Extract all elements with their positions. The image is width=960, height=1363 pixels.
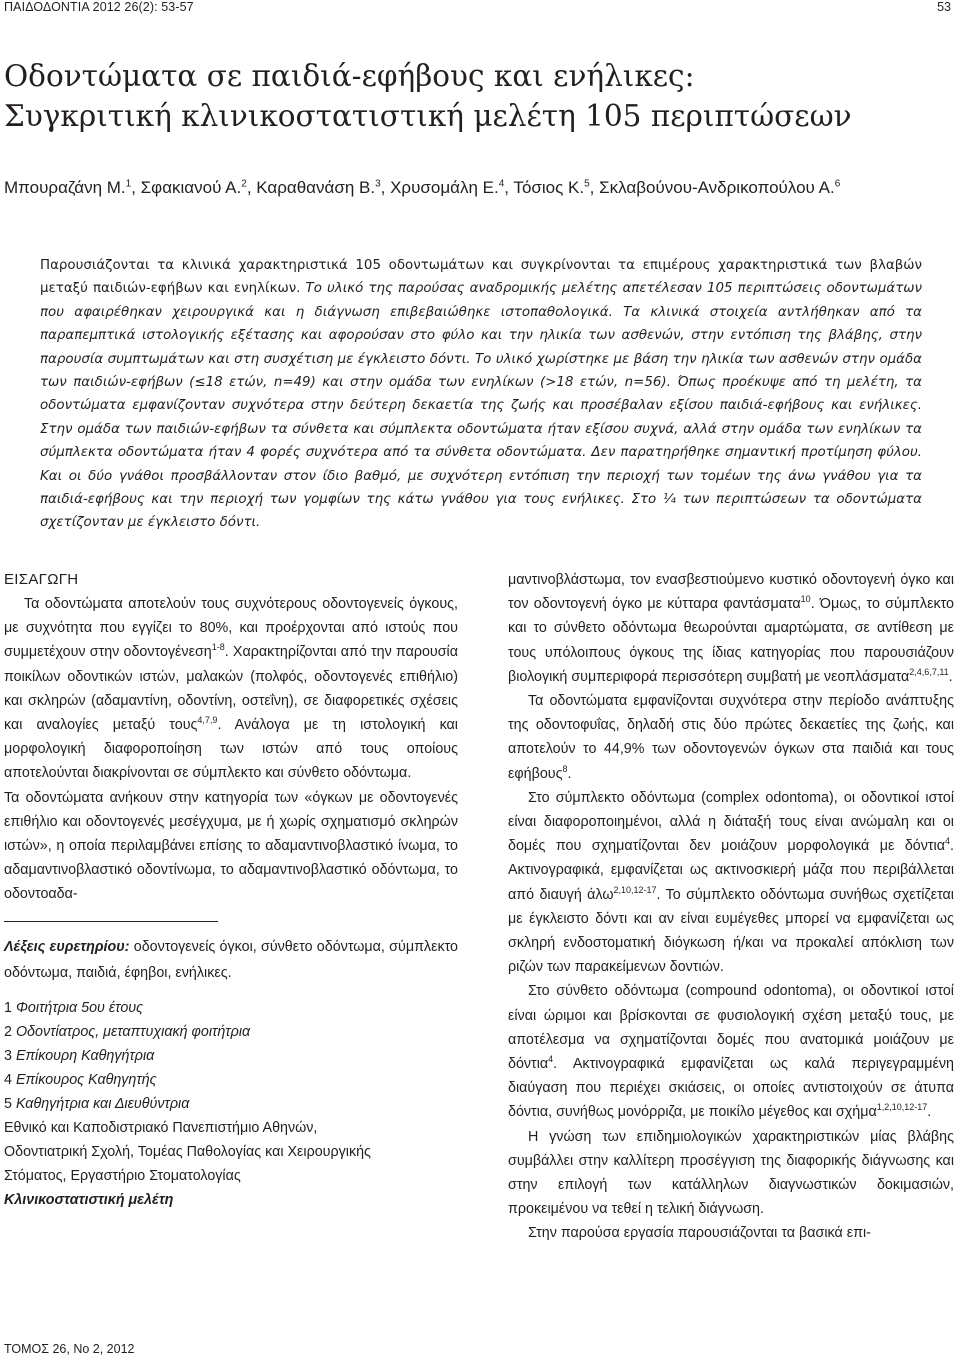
running-header-journal: ΠΑΙΔΟΔΟΝΤΙΑ 2012 26(2): 53-57 [4, 0, 194, 14]
body-paragraph: Η γνώση των επιδημιολογικών χαρακτηριστικών μίας βλάβης συμβάλλει στην καλλίτερη προσέγγιση της διαφορικής διάγνωσης και στην επιλογή των κατάλληλων διαγνωστικών δοκιμασιών, προκειμένου να τεθεί η τελική διάγνωση. [508, 1128, 954, 1218]
title-line-1: Οδοντώματα σε παιδιά-εφήβους και ενήλικες: [4, 59, 695, 93]
right-column [508, 568, 954, 1246]
citation: 1-8 [211, 642, 225, 653]
abstract-intro: Παρουσιάζονται τα κλινικά χαρακτηριστικά 105 οδοντωμάτων και συγκρίνονται τα επιμέρους χαρακτηριστικά των βλαβών μεταξύ παιδιών-εφήβων και ενηλίκων. [40, 258, 922, 297]
affiliation-item: 3 Επίκουρη Καθηγήτρια [4, 1047, 155, 1064]
keywords [4, 934, 458, 986]
article-title [4, 56, 954, 136]
abstract [40, 254, 922, 535]
citation: 2,10,12-17 [613, 884, 657, 895]
body-paragraph: Στο σύμπλεκτο οδόντωμα (complex odontoma), οι οδοντικοί ιστοί είναι διαφοροποιημένοι, αλλά η διάταξή τους είναι ανώμαλη και οι δομές που σχηματίζονται δεν μοιάζουν μορφολογικά με δόντια$^4$. Ακτινογραφικά, εμφανίζεται ως ακτινοσκιερή μάζα που περιβάλλεται από διαυγή άλω$^{2,10,12-17}$. Το σύμπλεκτο οδόντωμα συνήθως σχετίζεται με έγκλειστο δόντι και αν είναι ευμέγεθες μπορεί να εμφανίζεται ως σκληρή ενδοστοματική διόγκωση ή/και να προκαλεί απόκλιση των ριζών των παρακείμενων δοντιών. [508, 789, 954, 976]
abstract-body: Το υλικό της παρούσας αναδρομικής μελέτης απετέλεσαν 105 περιπτώσεις οδοντωμάτων που αφαιρέθηκαν χειρουργικά και η διάγνωση επιβεβαιώθηκε ιστοπαθολογικά. Τα κλινικά στοιχεία αντλήθηκαν από τα παραπεμπτικά ιστολογικής εξέτασης και αφορούσαν στο φύλο και την ηλικία των ασθενών, στην εντόπιση της βλάβης, στην παρουσία συμπτωμάτων και στη συσχέτιση με έγκλειστο δόντι. Το υλικό χωρίστηκε με βάση την ηλικία των ασθενών στην ομάδα των παιδιών-εφήβων (≤18 ετών, n=49) και στην ομάδα των ενηλίκων (>18 ετών, n=56). Όπως προέκυψε από τη μελέτη, τα οδοντώματα εμφανίζονταν συχνότερα στην δεύτερη δεκαετία της ζωής και προσέβαλαν εξίσου παιδιά-εφήβους και ενήλικες. Στην ομάδα των παιδιών-εφήβων τα σύνθετα και σύμπλεκτα οδοντώματα ήταν εξίσου συχνά, αλλά στην ομάδα των ενηλίκων τα σύμπλεκτα οδοντώματα ήταν 4 φορές συχνότερα από τα σύνθετα οδοντώματα. Δεν παρατηρήθηκε σημαντική προτίμηση φύλου. Και οι δύο γνάθοι προσβάλλονταν στον ίδιο βαθμό, με συχνότερη εντόπιση την περιοχή των τομέων της άνω γνάθου για τα παιδιά-εφήβους και την περιοχή των γομφίων της κάτω γνάθου για τους ενήλικες. Στο ¼ των περιπτώσεων τα οδοντώματα σχετίζονταν με έγκλειστο δόντι. [40, 281, 922, 531]
keywords-text: οδοντογενείς όγκοι, σύνθετο οδόντωμα, σύμπλεκτο οδόντωμα, παιδιά, έφηβοι, ενήλικες. [4, 938, 458, 981]
page-number: 53 [937, 0, 951, 14]
affiliation-item: 1 Φοιτήτρια 5ου έτους [4, 999, 144, 1016]
intro-paragraph-1: Τα οδοντώματα αποτελούν τους συχνότερους οδοντογενείς όγκους, με συχνότητα που εγγίζει το 80%, και προέρχονται από ιστούς που συμμετέχουν στην οδοντογένεση$^{1-8}$. Χαρακτηρίζονται από την παρουσία ποικίλων οδοντικών ιστών, μαλακών (πολφός, οδοντογενές επιθήλιο) και σκληρών (αδαμαντίνη, οδοντίνη, οστεΐνη), σε διαφορετικές σχέσεις και αναλογίες μεταξύ τους$^{4,7,9}$. Ανάλογα με τη ιστολογική και μορφολογική διαφοροποίηση των ιστών από τους οποίους αποτελούνται διακρίνονται σε σύμπλεκτο και σύνθετο οδόντωμα. [4, 596, 458, 782]
institution: Εθνικό και Καποδιστριακό Πανεπιστήμιο Αθηνών, Οδοντιατρική Σχολή, Τομέας Παθολογίας και Χειρουργικής Στόματος, Εργαστήριο Στοματολογίας [4, 1119, 371, 1184]
affiliation-item: 4 Επίκουρος Καθηγητής [4, 1071, 157, 1088]
footnote-divider [4, 921, 218, 922]
author: Σφακιανού Α.$^2$, [140, 178, 257, 197]
section-heading-introduction: ΕΙΣΑΓΩΓΗ [4, 571, 79, 588]
citation: 2,4,6,7,11 [909, 667, 949, 678]
affiliation-item: 5 Καθηγήτρια και Διευθύντρια [4, 1095, 190, 1112]
body-paragraph: μαντινοβλάστωμα, τον ενασβεστιούμενο κυστικό οδοντογενή όγκο και τον οδοντογενή όγκο με κύτταρα φαντάσματα$^{10}$. Όμως, το σύμπλεκτο και το σύνθετο οδόντωμα θεωρούνται αμαρτώματα, σε αντίθεση με τους υπόλοιπους όγκους της ίδιας κατηγορίας που παρουσιάζουν βιολογική συμπεριφορά περισσότερη συμβατή με νεοπλάσματα$^{2,4,6,7,11}$. [508, 572, 954, 685]
affiliation-item: 2 Οδοντίατρος, μεταπτυχιακή φοιτήτρια [4, 1023, 251, 1040]
author: Μπουραζάνη Μ.$^1$, [4, 178, 141, 197]
body-paragraph: Τα οδοντώματα εμφανίζονται συχνότερα στην περίοδο ανάπτυξης της οδοντοφυΐας, δηλαδή στις δύο πρώτες δεκαετίες της ζωής, και αποτελούν το 44,9% των οδοντογενών όγκων στα παιδιά και τους εφήβους$^8$. [508, 693, 954, 782]
citation: 4 [548, 1054, 554, 1065]
citation: 4 [945, 836, 951, 847]
author: Χρυσομάλη Ε.$^4$, [390, 178, 514, 197]
study-type-label: Κλινικοστατιστική μελέτη [4, 1191, 174, 1208]
left-column [4, 568, 458, 1212]
author: Τόσιος Κ.$^5$, [513, 178, 600, 197]
author: Σκλαβούνου-Ανδρικοπούλου Α.$^6$ [599, 178, 841, 197]
body-paragraph: Στο σύνθετο οδόντωμα (compound odontoma), οι οδοντικοί ιστοί είναι ώριμοι και βρίσκονται σε φυσιολογική σχέση μεταξύ τους, με αποτέλεσμα να σχηματίζονται δομές που ανατομικά μοιάζουν με δόντια$^4$. Ακτινογραφικά εμφανίζεται ως καλά περιγεγραμμένη διαύγαση που περιέχει σκιάσεις, οι οποίες αντιστοιχούν σε άτυπα δόντια, συνήθως μονόρριζα, με ποικίλο μέγεθος και σχήμα$^{1,2,10,12-17}$. [508, 983, 954, 1121]
affiliation-list [4, 996, 458, 1116]
intro-paragraph-2: Τα οδοντώματα ανήκουν στην κατηγορία των «όγκων με οδοντογενές επιθήλιο και οδοντογενές μεσέγχυμα, με ή χωρίς σχηματισμό σκληρών ιστών», η οποία περιλαμβάνει επίσης το αδαμαντινοβλαστικό ίνωμα, το αδαμαντινοβλαστικό οδοντίνωμα, το αδαμαντινοβλαστικό οδόντωμα, το οδοντοαδα- [4, 789, 458, 903]
citation: 10 [800, 594, 811, 605]
running-footer: ΤΟΜΟΣ 26, Νο 2, 2012 [4, 1342, 135, 1356]
citation: 4,7,9 [197, 715, 218, 726]
citation: 1,2,10,12-17 [876, 1102, 928, 1113]
body-paragraph: Στην παρούσα εργασία παρουσιάζονται τα βασικά επι- [528, 1225, 871, 1242]
citation: 8 [562, 763, 568, 774]
author-list [4, 178, 840, 198]
title-line-2: Συγκριτική κλινικοστατιστική μελέτη 105 περιπτώσεων [4, 99, 852, 133]
keywords-label: Λέξεις ευρετηρίου: [4, 938, 130, 955]
author: Καραθανάση Β.$^3$, [256, 178, 391, 197]
